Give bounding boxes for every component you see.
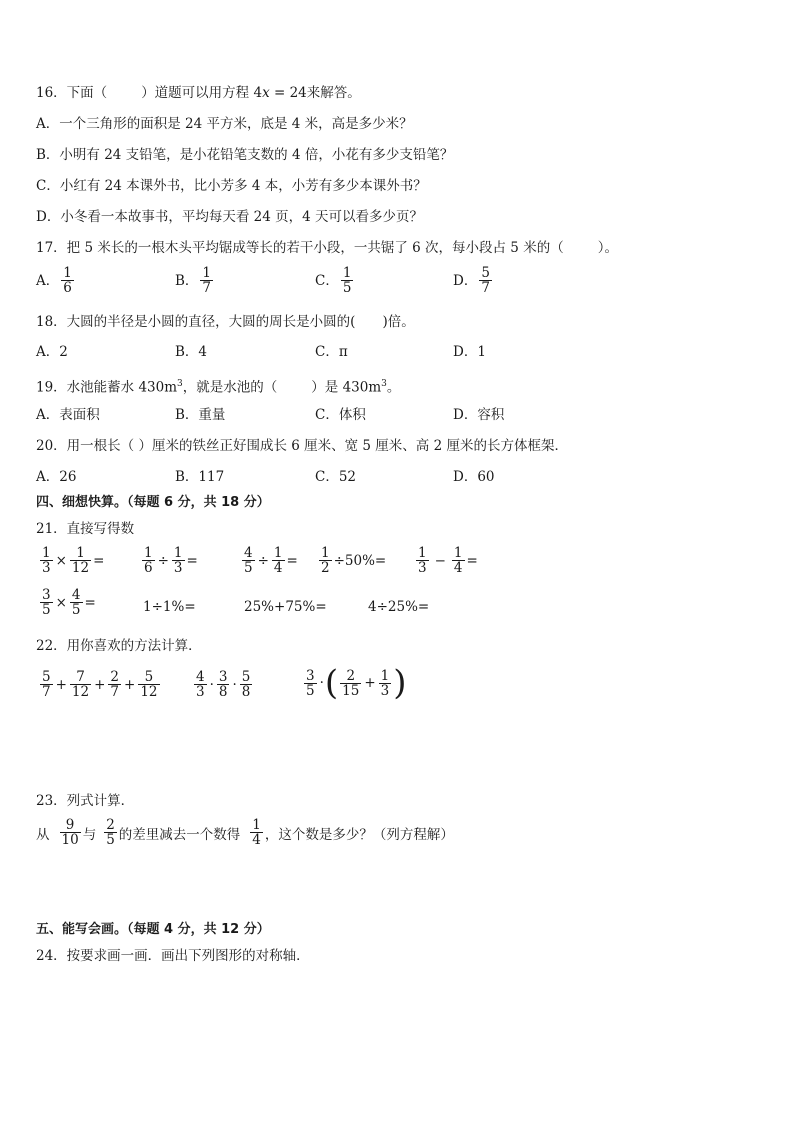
- superscript: 3: [177, 379, 183, 389]
- fraction-numerator: 1: [252, 817, 261, 833]
- operator: ×: [55, 552, 67, 569]
- fraction-numerator: 1: [453, 545, 463, 561]
- operator: −: [434, 552, 446, 569]
- q18-stem: 18．大圆的半径是小圆的直径，大圆的周长是小圆的( )倍。: [36, 314, 415, 330]
- q16-option-b: B．小明有 24 支铅笔，是小花铅笔支数的 4 倍，小花有多少支铅笔？: [36, 147, 454, 163]
- q21-expression-7: 1÷1%=: [143, 599, 196, 615]
- fraction: [319, 546, 332, 575]
- fraction-numerator: 1: [76, 545, 85, 561]
- q23-text: 从: [36, 826, 50, 843]
- q21-expression-1: [38, 546, 104, 575]
- q19-stem-part: ，就是水池的（: [182, 379, 278, 396]
- section-4-heading: 四、细想快算。（每题 6 分，共 18 分）: [36, 495, 270, 510]
- fraction-numerator: 1: [321, 545, 330, 561]
- fraction: [416, 546, 429, 575]
- fraction-denominator: 8: [218, 684, 228, 700]
- fraction: [40, 670, 53, 699]
- fraction: [194, 670, 207, 699]
- fraction-denominator: 7: [110, 684, 119, 700]
- fraction-denominator: 3: [418, 560, 427, 576]
- fraction: [217, 670, 230, 699]
- operator: +: [124, 676, 136, 693]
- fraction-numerator: 1: [144, 545, 153, 561]
- fraction: [379, 669, 392, 698]
- q22-expression-2: [192, 670, 254, 699]
- operator: +: [55, 676, 67, 693]
- fraction-denominator: 15: [342, 682, 360, 699]
- fraction: [70, 546, 91, 575]
- fraction-numerator: 7: [76, 669, 85, 685]
- fraction: [240, 670, 253, 699]
- fraction-denominator: 12: [71, 560, 90, 576]
- fraction-denominator: 5: [342, 280, 352, 296]
- q16-stem-part: ）道题可以用方程 4: [141, 85, 263, 101]
- section-5-heading: 五、能写会画。（每题 4 分，共 12 分）: [36, 922, 270, 937]
- q20-option-c: C．52: [315, 469, 357, 485]
- fraction: [108, 670, 121, 699]
- equals-sign: =: [93, 552, 105, 569]
- superscript: 3: [381, 379, 387, 389]
- q17-option-d: [453, 266, 494, 295]
- operator: +: [94, 676, 106, 693]
- fraction: [242, 546, 255, 575]
- q17-option-a: [36, 266, 76, 295]
- fraction: [452, 546, 465, 575]
- fraction-denominator: 7: [42, 684, 51, 700]
- q19-option-d: D．容积: [453, 407, 505, 423]
- q19-stem-part: ）是 430m: [311, 379, 382, 396]
- fraction-numerator: 1: [202, 265, 212, 281]
- equals-sign: =: [84, 594, 96, 611]
- fraction-numerator: 2: [106, 817, 115, 833]
- q22-expression-1: [38, 670, 162, 699]
- q23-text: 的差里减去一个数得: [118, 826, 241, 843]
- left-parenthesis: (: [324, 663, 339, 703]
- option-label: A．: [36, 272, 60, 289]
- fraction-denominator: 7: [202, 280, 212, 296]
- q24-stem: 24．按要求画一画．画出下列图形的对称轴．: [36, 948, 310, 964]
- fraction-denominator: 5: [306, 682, 315, 699]
- equals-sign: =: [466, 552, 478, 569]
- q23-text: ，这个数是多少？（列方程解）: [264, 826, 454, 843]
- fraction-numerator: 5: [144, 669, 154, 685]
- q20-option-a: A．26: [36, 469, 77, 485]
- fraction: [104, 818, 117, 847]
- q16-variable: x: [262, 85, 270, 101]
- q21-expression-5: [414, 546, 478, 575]
- fraction-numerator: 1: [63, 265, 72, 281]
- q17-option-c: [315, 266, 355, 295]
- q17-stem: [36, 239, 618, 257]
- operator: ÷: [157, 552, 169, 569]
- operator: ·: [209, 676, 214, 693]
- fraction-numerator: 1: [173, 545, 183, 561]
- fraction: [138, 670, 159, 699]
- fraction-denominator: 3: [42, 560, 51, 576]
- fraction-denominator: 4: [453, 560, 463, 576]
- q20-option-d: D．60: [453, 469, 495, 485]
- fraction: [70, 670, 91, 699]
- q21-expression-6: [38, 588, 96, 617]
- right-parenthesis: ): [393, 663, 407, 703]
- q19-option-c: C．体积: [315, 407, 366, 423]
- fraction-denominator: 5: [244, 560, 253, 576]
- fraction: [479, 266, 492, 295]
- fraction: [40, 588, 53, 617]
- fraction: [272, 546, 285, 575]
- fraction-numerator: 5: [481, 265, 490, 281]
- fraction-numerator: 5: [241, 669, 251, 685]
- fraction-denominator: 6: [144, 560, 153, 576]
- q17-stem-part: ）。: [597, 240, 618, 256]
- fraction-denominator: 5: [42, 602, 51, 618]
- fraction-denominator: 8: [241, 684, 251, 700]
- q23-sentence: [36, 818, 454, 847]
- fraction-numerator: 1: [418, 545, 427, 561]
- fraction-numerator: 2: [346, 667, 356, 684]
- equals-sign: =: [186, 552, 198, 569]
- q19-option-a: A．表面积: [36, 407, 100, 423]
- fraction-denominator: 5: [71, 602, 81, 618]
- q18-option-b: B．4: [175, 344, 208, 360]
- fraction-denominator: 4: [273, 560, 283, 576]
- fraction-denominator: 5: [106, 832, 115, 848]
- q21-expression-3: [240, 546, 298, 575]
- q21-expression-9: 4÷25%=: [368, 599, 430, 615]
- fraction-numerator: 4: [71, 587, 81, 603]
- fraction-numerator: 5: [42, 669, 51, 685]
- q20-option-b: B．117: [175, 469, 225, 485]
- fraction: [341, 266, 354, 295]
- fraction-denominator: 12: [140, 684, 158, 700]
- q21-expression-8: 25%+75%=: [244, 599, 327, 615]
- fraction: [142, 546, 155, 575]
- q23-stem: 23．列式计算．: [36, 793, 135, 809]
- q19-stem: [36, 375, 400, 397]
- fraction: [304, 669, 317, 698]
- fraction-numerator: 4: [244, 545, 253, 561]
- q17-stem-part: 17．把 5 米长的一根木头平均锯成等长的若干小段，一共锯了 6 次，每小段占 5 米的（: [36, 240, 564, 256]
- fraction-denominator: 3: [196, 684, 205, 700]
- operator: ·: [232, 676, 237, 693]
- fraction: [70, 588, 83, 617]
- fraction-numerator: 4: [196, 669, 205, 685]
- operator: ·: [319, 675, 324, 691]
- fraction-numerator: 1: [342, 265, 352, 281]
- q19-stem-part: 。: [386, 379, 401, 396]
- fraction: [340, 669, 361, 698]
- q16-stem-part: 16．下面（: [36, 85, 108, 101]
- q18-option-a: A．2: [36, 344, 68, 360]
- q18-option-c: C．π: [315, 344, 348, 360]
- operator: ×: [55, 594, 67, 611]
- q20-stem: 20．用一根长（ ）厘米的铁丝正好围成长 6 厘米、宽 5 厘米、高 2 厘米的长方体框架．: [36, 438, 568, 454]
- fraction: [61, 266, 74, 295]
- fraction: [172, 546, 185, 575]
- fraction-numerator: 1: [380, 667, 390, 684]
- fraction-denominator: 6: [63, 280, 72, 296]
- fraction-denominator: 4: [252, 832, 261, 848]
- q22-stem: 22．用你喜欢的方法计算．: [36, 638, 202, 654]
- q16-stem-part: = 24来解答。: [269, 85, 361, 101]
- fraction-numerator: 3: [306, 667, 315, 684]
- expression-tail: ÷50%=: [333, 552, 387, 569]
- fraction-numerator: 1: [273, 545, 283, 561]
- fraction-denominator: 3: [173, 560, 183, 576]
- q21-expression-2: [140, 546, 198, 575]
- option-label: C．: [315, 272, 339, 289]
- fraction-denominator: 7: [481, 280, 490, 296]
- q16-stem: [36, 84, 361, 102]
- fraction-denominator: 12: [71, 684, 90, 700]
- q19-stem-part: 19．水池能蓄水 430m: [36, 379, 178, 396]
- q21-expression-4: [317, 546, 386, 575]
- q16-option-a: A．一个三角形的面积是 24 平方米，底是 4 米，高是多少米？: [36, 116, 413, 132]
- fraction-denominator: 10: [61, 832, 79, 848]
- fraction-denominator: 2: [321, 560, 330, 576]
- q16-option-d: D．小冬看一本故事书，平均每天看 24 页，4 天可以看多少页？: [36, 209, 423, 225]
- fraction-numerator: 1: [42, 545, 51, 561]
- fraction: [40, 546, 53, 575]
- q19-option-b: B．重量: [175, 407, 226, 423]
- q17-option-b: [175, 266, 215, 295]
- equals-sign: =: [286, 552, 298, 569]
- operator: ÷: [257, 552, 269, 569]
- fraction-numerator: 9: [65, 817, 75, 833]
- q23-text: 与: [82, 826, 97, 843]
- option-label: B．: [175, 272, 199, 289]
- fraction: [60, 818, 81, 847]
- q18-option-d: D．1: [453, 344, 486, 360]
- fraction: [250, 818, 263, 847]
- operator: +: [364, 675, 376, 691]
- fraction-numerator: 2: [110, 669, 119, 685]
- option-label: D．: [453, 272, 478, 289]
- fraction-denominator: 3: [380, 682, 390, 699]
- q16-option-c: C．小红有 24 本课外书，比小芳多 4 本，小芳有多少本课外书？: [36, 178, 427, 194]
- fraction: [200, 266, 213, 295]
- q22-expression-3: [302, 663, 407, 703]
- q21-stem: 21．直接写得数: [36, 521, 135, 537]
- fraction-numerator: 3: [218, 669, 228, 685]
- fraction-numerator: 3: [42, 587, 51, 603]
